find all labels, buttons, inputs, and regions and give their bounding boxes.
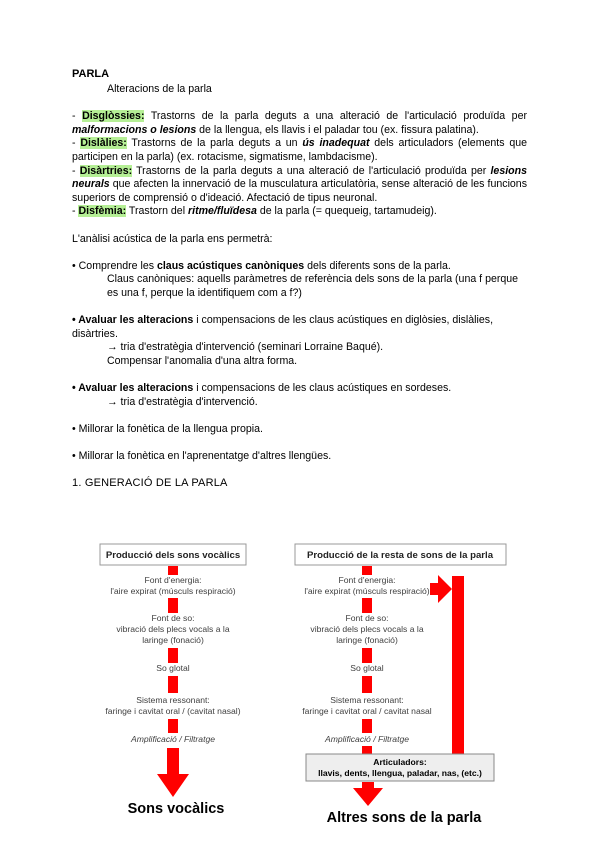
- bullet-avaluar-alteracions-2: • Avaluar les alteracions i compensacions de les claus acústiques en sordeses.: [72, 382, 452, 395]
- svg-text:So glotal: So glotal: [350, 663, 384, 673]
- right-title: Producció de la resta de sons de la parla: [306, 550, 494, 561]
- svg-text:laringe (fonació): laringe (fonació): [142, 635, 204, 645]
- document-subtitle: Alteracions de la parla: [107, 82, 212, 95]
- bullet-claus-canoniques: • Comprendre les claus acústiques canòniques dels diferents sons de la parla.: [72, 259, 451, 272]
- term-disfemia: Disfèmia:: [78, 205, 127, 218]
- svg-text:faringe i cavitat oral / (cavi: faringe i cavitat oral / (cavitat nasal): [105, 706, 241, 716]
- svg-text:Articuladors:: Articuladors:: [373, 757, 427, 767]
- svg-text:Font de so:: Font de so:: [345, 613, 389, 623]
- svg-text:laringe (fonació): laringe (fonació): [336, 635, 398, 645]
- bullet-claus-canoniques-detail: Claus canòniques: aquells paràmetres de referència dels sons de la parla (una f perque es una f, perque la identifiquem com a f?): [107, 273, 519, 299]
- right-connector-5: [362, 719, 372, 733]
- svg-text:Font d'energia:: Font d'energia:: [144, 575, 202, 585]
- svg-text:Amplificació / Filtratge: Amplificació / Filtratge: [324, 734, 410, 744]
- svg-text:faringe i cavitat oral / cavit: faringe i cavitat oral / cavitat nasal: [302, 706, 432, 716]
- right-connector-6: [362, 746, 372, 754]
- right-side-arrow: [430, 575, 452, 603]
- svg-text:Font de so:: Font de so:: [151, 613, 195, 623]
- right-connector-4: [362, 676, 372, 693]
- bullet-avaluar-alteracions-1-arrow: → tria d'estratègia d'intervenció (seminari Lorraine Baqué).: [107, 341, 384, 354]
- left-title: Producció dels sons vocàlics: [105, 550, 241, 561]
- right-connector-1: [362, 566, 372, 575]
- right-down-arrow: [353, 782, 383, 806]
- document-title: PARLA: [72, 68, 110, 80]
- bullet-millorar-altres-llengues: • Millorar la fonètica en l'aprenentatge d'altres llengües.: [72, 450, 332, 463]
- svg-text:l'aire expirat (músculs respir: l'aire expirat (músculs respiració): [110, 586, 236, 596]
- bullet-avaluar-alteracions-1: • Avaluar les alteracions i compensacions de les claus acústiques en diglòsies, dislàlies, disàrtries.: [72, 314, 494, 340]
- left-result: Sons vocàlics: [127, 801, 225, 817]
- right-connector-2: [362, 598, 372, 613]
- left-connector-4: [168, 676, 178, 693]
- section-title: 1. GENERACIÓ DE LA PARLA: [72, 476, 228, 489]
- definition-disglossies: - Disglòssies: Trastorns de la parla deguts a una alteració de l'articulació produïda per malformacions o lesions de la llengua, els llavis i el paladar tou (ex. fissura palatina).: [72, 110, 527, 136]
- svg-text:llavis, dents, llengua, palada: llavis, dents, llengua, paladar, nas, (etc.): [318, 768, 482, 778]
- left-connector-1: [168, 566, 178, 575]
- svg-text:vibració dels plecs vocals a l: vibració dels plecs vocals a la: [116, 624, 230, 634]
- bullet-millorar-llengua-propia: • Millorar la fonètica de la llengua propia.: [72, 422, 263, 435]
- bullet-avaluar-alteracions-1-detail: Compensar l'anomalia d'una altra forma.: [107, 354, 298, 367]
- svg-text:So glotal: So glotal: [156, 663, 190, 673]
- right-bypass-bar: [452, 576, 464, 761]
- definition-disfemia: - Disfèmia: Trastorn del ritme/fluïdesa de la parla (= quequeig, tartamudeig).: [72, 205, 437, 218]
- term-dislalies: Dislàlies:: [80, 137, 127, 150]
- definition-disartries: - Disàrtries: Trastorns de la parla deguts a una alteració de l'articulació produïda per lesions neurals que afecten la innervació de la musculatura articulatòria, sense alteració de les funcions superiors de comprensió o d'ideació. Afectació de tipus neuronal.: [72, 164, 527, 204]
- right-result: Altres sons de la parla: [326, 810, 482, 826]
- left-connector-5: [168, 719, 178, 733]
- intro-text: L'anàlisi acústica de la parla ens permetrà:: [72, 232, 273, 245]
- svg-text:l'aire expirat (músculs respir: l'aire expirat (músculs respiració): [304, 586, 430, 596]
- svg-text:Sistema ressonant:: Sistema ressonant:: [136, 695, 210, 705]
- svg-text:vibració dels plecs vocals a l: vibració dels plecs vocals a la: [310, 624, 424, 634]
- right-connector-3: [362, 648, 372, 663]
- left-down-arrow: [157, 748, 189, 797]
- left-connector-2: [168, 598, 178, 613]
- term-disglossies: Disglòssies:: [82, 110, 145, 123]
- definition-dislalies: - Dislàlies: Trastorns de la parla deguts a un ús inadequat dels articuladors (elements que participen en la parla) (ex. rotacisme, sigmatisme, lambdacisme).: [72, 137, 527, 163]
- term-disartries: Disàrtries:: [79, 164, 133, 177]
- svg-text:Font d'energia:: Font d'energia:: [338, 575, 396, 585]
- svg-text:Sistema ressonant:: Sistema ressonant:: [330, 695, 404, 705]
- bullet-avaluar-alteracions-2-arrow: → tria d'estratègia d'intervenció.: [107, 395, 258, 408]
- svg-text:Amplificació / Filtratge: Amplificació / Filtratge: [130, 734, 216, 744]
- left-connector-3: [168, 648, 178, 663]
